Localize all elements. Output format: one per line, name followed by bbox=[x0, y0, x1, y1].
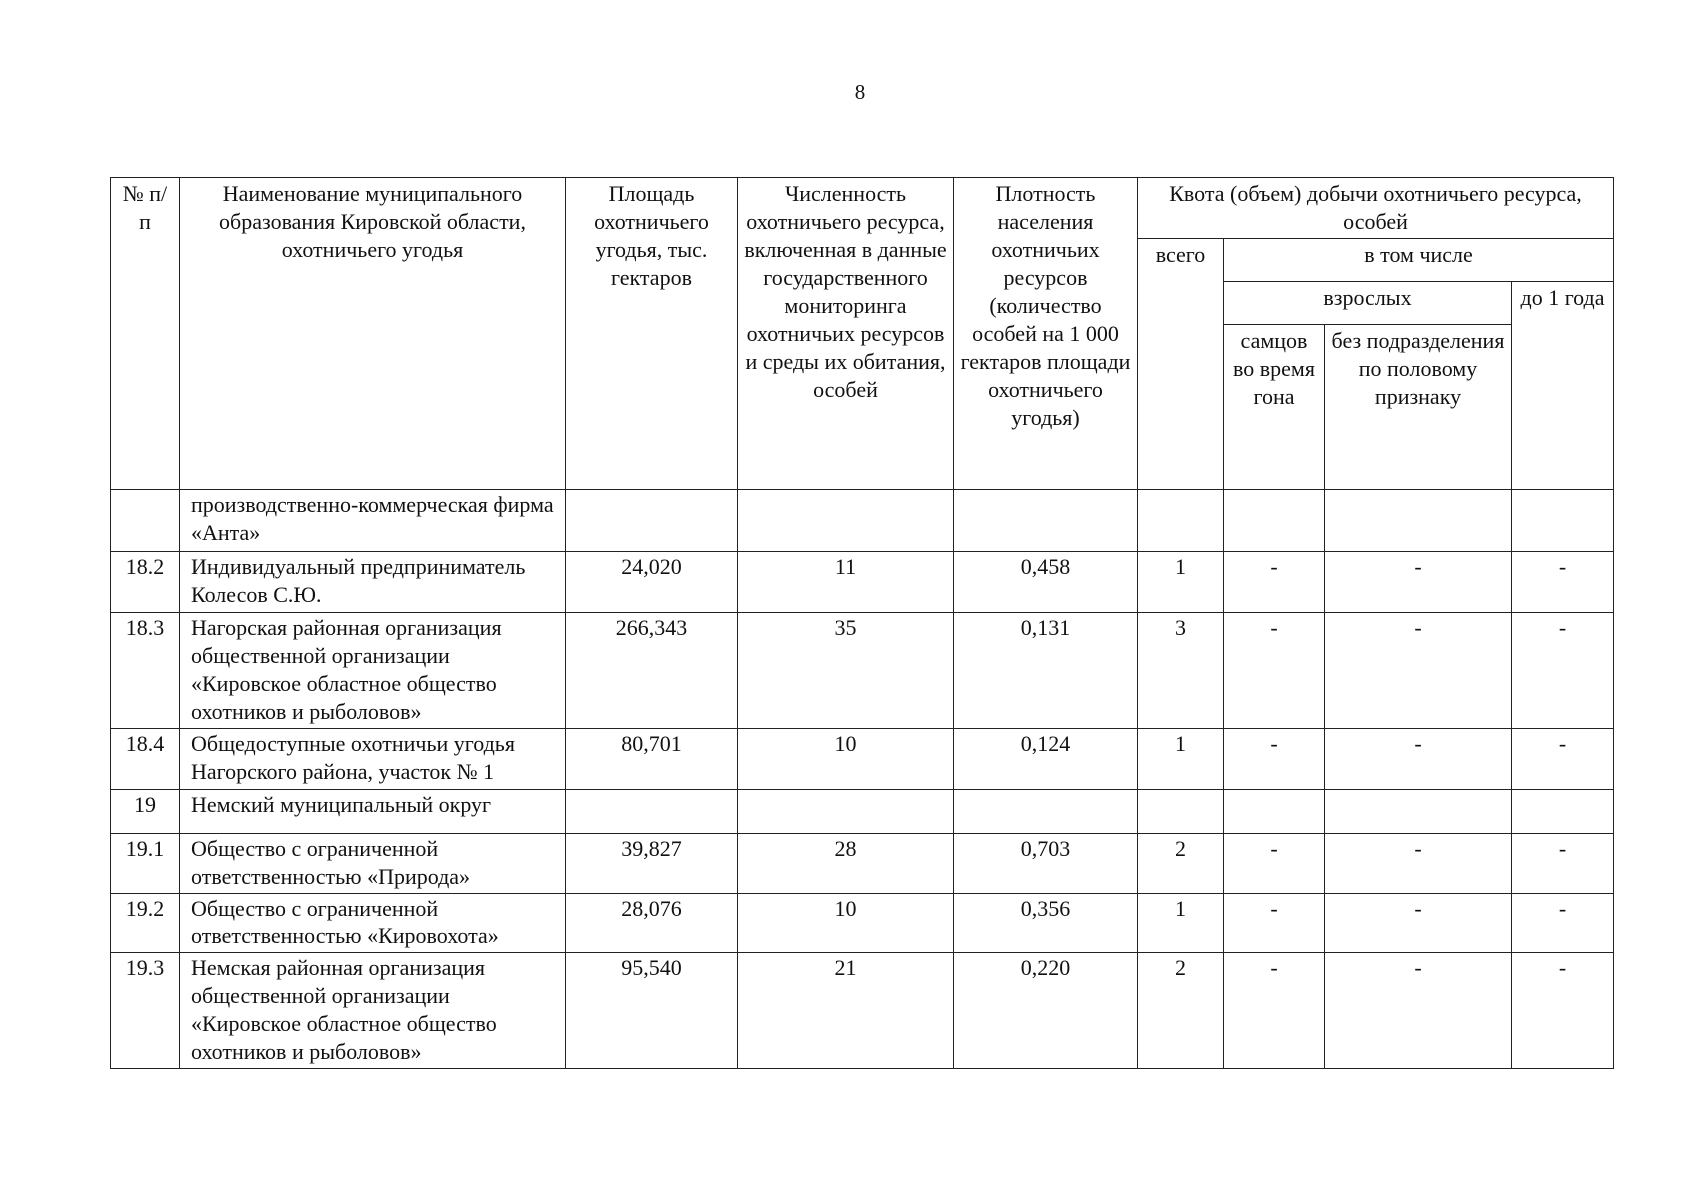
cell-area: 39,827 bbox=[566, 833, 738, 893]
cell-total: 2 bbox=[1138, 953, 1224, 1069]
cell-num: 18.3 bbox=[111, 612, 180, 728]
cell-young bbox=[1512, 489, 1614, 551]
cell-name: Общество с ограниченной ответственностью «Кировохота» bbox=[180, 893, 566, 953]
cell-population bbox=[738, 789, 954, 833]
cell-population: 10 bbox=[738, 893, 954, 953]
header-adults: взрослых bbox=[1224, 281, 1512, 324]
cell-total: 1 bbox=[1138, 893, 1224, 953]
cell-total: 1 bbox=[1138, 551, 1224, 612]
cell-area: 28,076 bbox=[566, 893, 738, 953]
table-row bbox=[111, 612, 1614, 728]
cell-males: - bbox=[1224, 893, 1325, 953]
cell-young bbox=[1512, 789, 1614, 833]
cell-males: - bbox=[1224, 612, 1325, 728]
header-population: Численность охотничьего ресурса, включенная в данные государственного мониторинга охотничьих ресурсов и среды их обитания, особей bbox=[738, 178, 954, 490]
cell-population: 11 bbox=[738, 551, 954, 612]
cell-no-sex: - bbox=[1325, 612, 1512, 728]
cell-name: Индивидуальный предприниматель Колесов С.Ю. bbox=[180, 551, 566, 612]
header-density: Плотность населения охотничьих ресурсов (количество особей на 1 000 гектаров площади охотничьего угодья) bbox=[954, 178, 1138, 490]
cell-density bbox=[954, 789, 1138, 833]
cell-num: 19 bbox=[111, 789, 180, 833]
header-total: всего bbox=[1138, 238, 1224, 489]
cell-density: 0,131 bbox=[954, 612, 1138, 728]
cell-population: 10 bbox=[738, 728, 954, 789]
table-row bbox=[111, 551, 1614, 612]
table-row bbox=[111, 789, 1614, 833]
header-no-sex-division: без подразделения по половому признаку bbox=[1325, 324, 1512, 489]
cell-name: Общедоступные охотничьи угодья Нагорского района, участок № 1 bbox=[180, 728, 566, 789]
cell-area bbox=[566, 489, 738, 551]
page-number: 8 bbox=[854, 80, 866, 104]
cell-total: 1 bbox=[1138, 728, 1224, 789]
cell-young: - bbox=[1512, 612, 1614, 728]
cell-males: - bbox=[1224, 833, 1325, 893]
cell-total: 2 bbox=[1138, 833, 1224, 893]
cell-num: 18.4 bbox=[111, 728, 180, 789]
cell-density: 0,124 bbox=[954, 728, 1138, 789]
cell-no-sex: - bbox=[1325, 833, 1512, 893]
cell-population: 28 bbox=[738, 833, 954, 893]
cell-young: - bbox=[1512, 833, 1614, 893]
cell-area: 24,020 bbox=[566, 551, 738, 612]
cell-no-sex: - bbox=[1325, 551, 1512, 612]
cell-num: 19.3 bbox=[111, 953, 180, 1069]
cell-area: 80,701 bbox=[566, 728, 738, 789]
header-area: Площадь охотничьего угодья, тыс. гектаров bbox=[566, 178, 738, 490]
cell-males: - bbox=[1224, 953, 1325, 1069]
hunting-quota-table bbox=[110, 177, 1614, 1069]
cell-no-sex bbox=[1325, 789, 1512, 833]
cell-density: 0,356 bbox=[954, 893, 1138, 953]
cell-num: 18.2 bbox=[111, 551, 180, 612]
table-row bbox=[111, 833, 1614, 893]
header-name: Наименование муниципального образования Кировской области, охотничьего угодья bbox=[180, 178, 566, 490]
cell-name: Общество с ограниченной ответственностью «Природа» bbox=[180, 833, 566, 893]
header-quota: Квота (объем) добычи охотничьего ресурса, особей bbox=[1138, 178, 1614, 239]
cell-population: 21 bbox=[738, 953, 954, 1069]
cell-no-sex: - bbox=[1325, 728, 1512, 789]
cell-males: - bbox=[1224, 551, 1325, 612]
cell-males bbox=[1224, 789, 1325, 833]
cell-population: 35 bbox=[738, 612, 954, 728]
cell-population bbox=[738, 489, 954, 551]
cell-density: 0,220 bbox=[954, 953, 1138, 1069]
cell-area bbox=[566, 789, 738, 833]
header-males-rut: самцов во время гона bbox=[1224, 324, 1325, 489]
cell-name: Немская районная организация общественной организации «Кировское областное общество охотников и рыболовов» bbox=[180, 953, 566, 1069]
cell-name: Немский муниципальный округ bbox=[180, 789, 566, 833]
cell-no-sex bbox=[1325, 489, 1512, 551]
table-row bbox=[111, 953, 1614, 1069]
cell-num: 19.2 bbox=[111, 893, 180, 953]
header-under-one-year: до 1 года bbox=[1512, 281, 1614, 489]
cell-total bbox=[1138, 489, 1224, 551]
cell-no-sex: - bbox=[1325, 893, 1512, 953]
cell-total bbox=[1138, 789, 1224, 833]
cell-name: Нагорская районная организация общественной организации «Кировское областное общество охотников и рыболовов» bbox=[180, 612, 566, 728]
cell-density: 0,703 bbox=[954, 833, 1138, 893]
cell-no-sex: - bbox=[1325, 953, 1512, 1069]
cell-young: - bbox=[1512, 953, 1614, 1069]
cell-name: производственно-коммерческая фирма «Анта» bbox=[180, 489, 566, 551]
cell-density: 0,458 bbox=[954, 551, 1138, 612]
cell-males bbox=[1224, 489, 1325, 551]
cell-area: 266,343 bbox=[566, 612, 738, 728]
cell-young: - bbox=[1512, 728, 1614, 789]
cell-num: 19.1 bbox=[111, 833, 180, 893]
cell-num bbox=[111, 489, 180, 551]
cell-young: - bbox=[1512, 551, 1614, 612]
cell-density bbox=[954, 489, 1138, 551]
table-row bbox=[111, 728, 1614, 789]
cell-total: 3 bbox=[1138, 612, 1224, 728]
header-including: в том числе bbox=[1224, 238, 1614, 281]
table-row bbox=[111, 893, 1614, 953]
table-row bbox=[111, 489, 1614, 551]
header-num: № п/п bbox=[111, 178, 180, 490]
cell-males: - bbox=[1224, 728, 1325, 789]
cell-area: 95,540 bbox=[566, 953, 738, 1069]
cell-young: - bbox=[1512, 893, 1614, 953]
